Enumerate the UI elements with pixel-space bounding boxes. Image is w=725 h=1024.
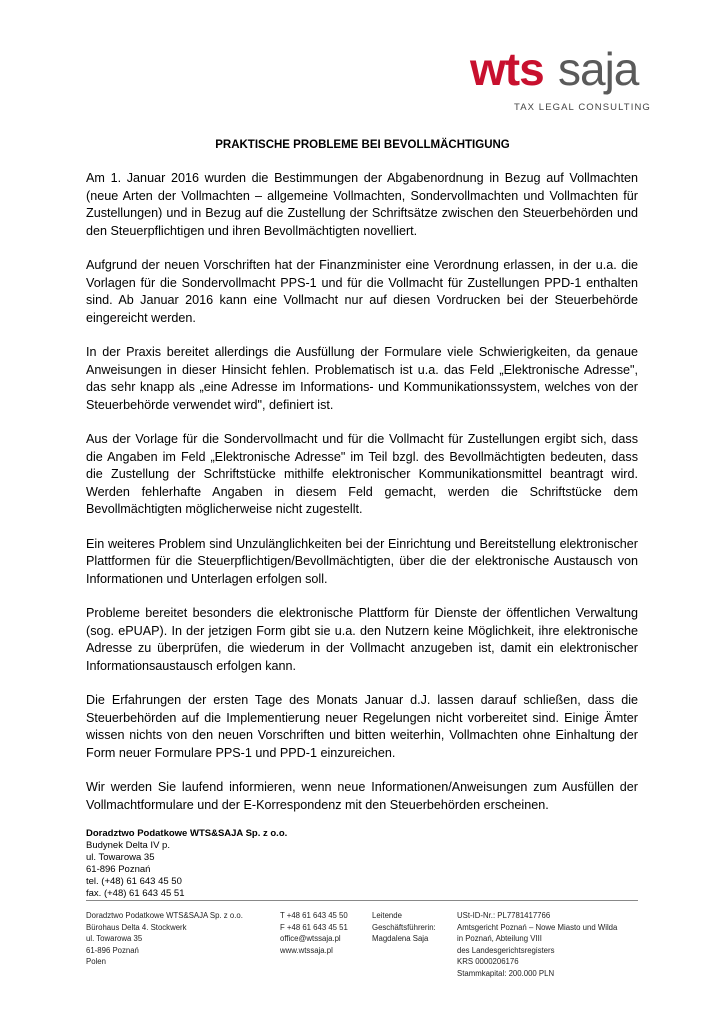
paragraph: Aufgrund der neuen Vorschriften hat der Finanzminister eine Verordnung erlassen, in der u.a. die Vorlagen für die Sondervollmacht PPS-1 und für die Vollmacht für Zustellungen PPD-1 enthalten sind. Ab Januar 2016 kann eine Vollmacht nur auf diesen Vordrucken bei der Steuerbehörde eingereicht werden.: [86, 258, 638, 325]
signature-line: ul. Towarowa 35: [86, 852, 155, 863]
document-body: [86, 170, 638, 831]
logo-saja-text: saja: [558, 43, 639, 95]
paragraph: Aus der Vorlage für die Sondervollmacht und für die Vollmacht für Zustellungen ergibt sich, dass die Angaben im Feld „Elektronische Adresse" im Teil bzgl. des Bevollmächtigten bedeuten, dass die Zustellung der Schriftstücke mithilfe elektronischer Kommunikationsmittel beantragt wird. Werden fehlerhafte Angaben in diesem Feld gemacht, werden die Schriftstücke dem Bevollmächtigten möglicherweise nicht zugestellt.: [86, 432, 638, 516]
paragraph: Wir werden Sie laufend informieren, wenn neue Informationen/Anweisungen zum Ausfüllen der Vollmachtformulare und der E-Korrespondenz mit den Steuerbehörden erscheinen.: [86, 780, 638, 812]
footer-website-link[interactable]: www.wtssaja.pl: [280, 945, 333, 955]
signature-line: tel. (+48) 61 643 45 50: [86, 876, 182, 887]
paragraph: Am 1. Januar 2016 wurden die Bestimmungen der Abgabenordnung in Bezug auf Vollmachten (neue Arten der Vollmachten – allgemeine Vollmachten, Sondervollmachten und Vollmachten für Zustellungen) und in Bezug auf die Zustellung der Schriftsätze zwischen den Steuerbehörden und den Steuerpflichtigen und ihren Bevollmächtigten novelliert.: [86, 171, 638, 238]
footer-line: Polen: [86, 957, 106, 967]
signature-line: 61-896 Poznań: [86, 864, 151, 875]
footer-management-column: [372, 910, 452, 945]
document-title: PRAKTISCHE PROBLEME BEI BEVOLLMÄCHTIGUNG: [215, 139, 510, 151]
footer-fax: F +48 61 643 45 51: [280, 922, 348, 932]
footer-line: Leitende: [372, 911, 402, 920]
footer-address-column: [86, 910, 271, 968]
footer-line: Stammkapital: 200.000 PLN: [457, 968, 555, 978]
footer-line: Bürohaus Delta 4. Stockwerk: [86, 922, 187, 932]
footer-registry-column: [457, 910, 647, 980]
footer-phone: T +48 61 643 45 50: [280, 911, 348, 920]
paragraph: Probleme bereitet besonders die elektronische Plattform für Dienste der öffentlichen Verwaltung (sog. ePUAP). In der jetzigen Form gibt sie u.a. den Nutzern keine Möglichkeit, ihre elektronische Adresse zu überprüfen, die wiederum in der Vollmacht anzugeben ist, damit ein elektronischer Informationsaustausch erfolgen kann.: [86, 606, 638, 673]
footer-line: Amtsgericht Poznań – Nowe Miasto und Wilda: [457, 922, 618, 932]
footer-line: des Landesgerichtsregisters: [457, 945, 555, 955]
footer-line: Geschäftsführerin:: [372, 922, 436, 932]
footer-line: Doradztwo Podatkowe WTS&SAJA Sp. z o.o.: [86, 911, 243, 920]
footer-email-link[interactable]: office@wtssaja.pl: [280, 934, 341, 944]
footer-line: in Poznań, Abteilung VIII: [457, 934, 542, 944]
company-logo: [468, 43, 651, 120]
footer-divider: [86, 900, 638, 901]
signature-block: [86, 828, 287, 900]
logo-tagline: TAX LEGAL CONSULTING: [514, 102, 651, 113]
footer-line: Magdalena Saja: [372, 934, 429, 944]
paragraph: In der Praxis bereitet allerdings die Ausfüllung der Formulare viele Schwierigkeiten, da genaue Anweisungen in dieser Hinsicht fehlen. Problematisch ist u.a. das Feld „Elektronische Adresse", das sehr knapp als „eine Adresse im Informations- und Kommunikationssystem, welches von der Steuerbehörde verwendet wird", definiert ist.: [86, 345, 638, 412]
signature-line: fax. (+48) 61 643 45 51: [86, 888, 185, 899]
footer-line: KRS 0000206176: [457, 957, 519, 967]
footer-contact-column: [280, 910, 370, 956]
footer-line: 61-896 Poznań: [86, 945, 139, 955]
logo-wts-text: wts: [470, 43, 544, 95]
footer-line: ul. Towarowa 35: [86, 934, 143, 944]
signature-company: Doradztwo Podatkowe WTS&SAJA Sp. z o.o.: [86, 828, 288, 839]
paragraph: Ein weiteres Problem sind Unzulänglichkeiten bei der Einrichtung und Bereitstellung elektronischer Plattformen für die Steuerpflichtigen/Bevollmächtigten, über die der elektronische Austausch von Informationen und Unterlagen erfolgen soll.: [86, 536, 638, 586]
footer-line: USt-ID-Nr.: PL7781417766: [457, 911, 551, 920]
paragraph: Die Erfahrungen der ersten Tage des Monats Januar d.J. lassen darauf schließen, dass die Steuerbehörden auf die Implementierung neuer Regelungen nicht vorbereitet sind. Einige Ämter wissen nichts von den neuen Vorschriften und bitten weiterhin, Vollmachten ohne Einhaltung der Form neuer Formulare PPS-1 und PPD-1 einzureichen.: [86, 693, 638, 760]
signature-line: Budynek Delta IV p.: [86, 840, 170, 851]
